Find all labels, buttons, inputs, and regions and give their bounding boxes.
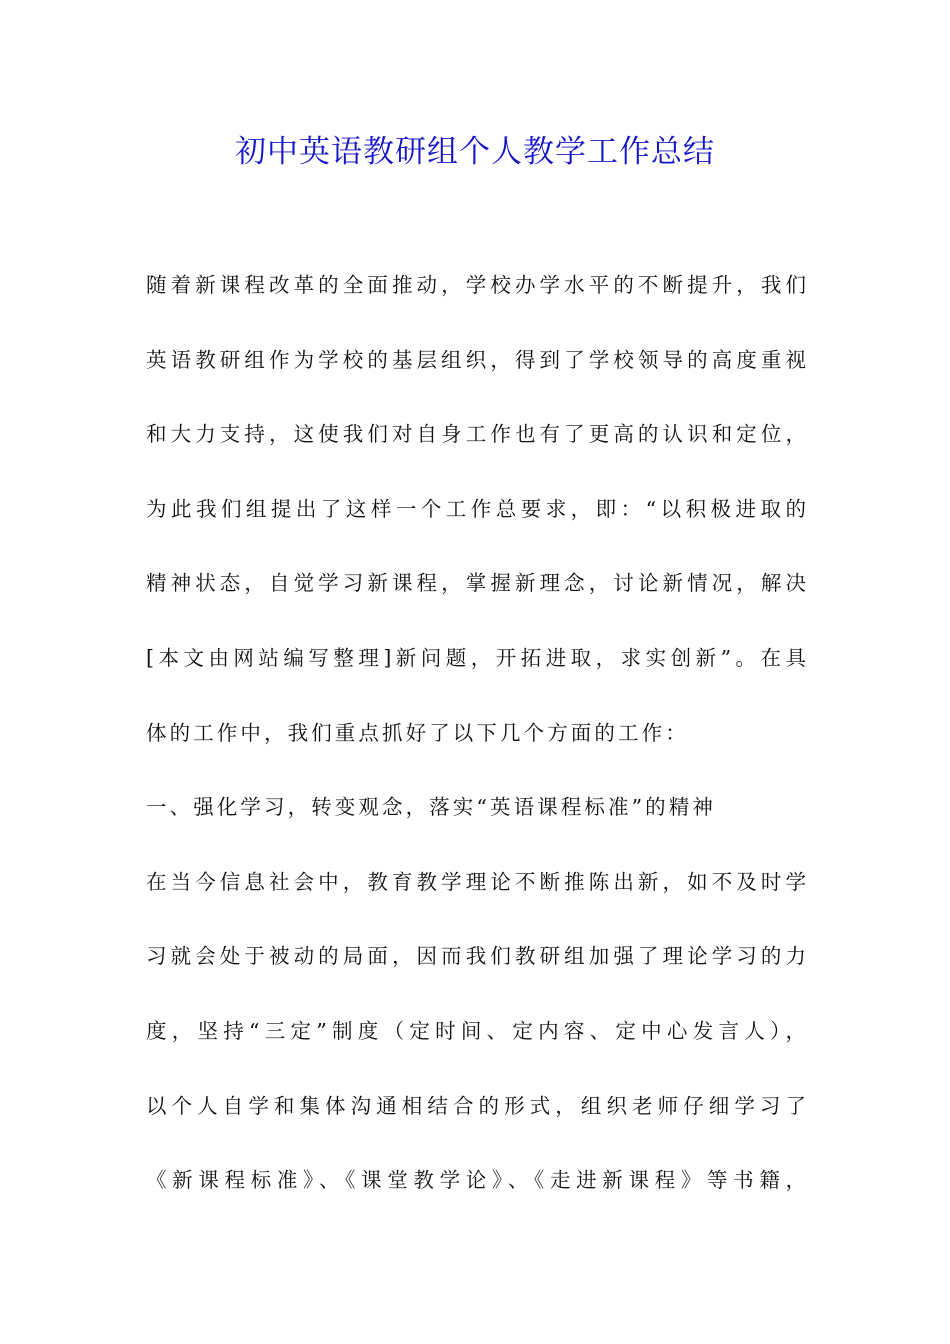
body-line: 精神状态，自觉学习新课程，掌握新理念，讨论新情况，解决 [146,571,806,596]
document-title: 初中英语教研组个人教学工作总结 [235,134,715,170]
body-line: 随着新课程改革的全面推动，学校办学水平的不断提升，我们 [146,273,806,297]
body-line: 《新课程标准》、《课堂教学论》、《走进新课程》等书籍， [146,1168,806,1193]
body-line: 为此我们组提出了这样一个工作总要求，即：“以积极进取的 [146,496,806,521]
body-line: 习就会处于被动的局面，因而我们教研组加强了理论学习的力 [146,944,806,969]
section-heading: 一、强化学习，转变观念，落实“英语课程标准”的精神 [146,795,716,820]
document-body [146,263,806,1233]
body-line: 在当今信息社会中，教育教学理论不断推陈出新，如不及时学 [146,869,806,894]
body-line: 体的工作中，我们重点抓好了以下几个方面的工作： [146,720,689,745]
body-line: 和大力支持，这使我们对自身工作也有了更高的认识和定位， [146,422,806,447]
body-line: 度，坚持“三定”制度（定时间、定内容、定中心发言人）， [146,1018,806,1043]
body-line: [本文由网站编写整理]新问题，开拓进取，求实创新”。在具 [146,645,806,670]
body-line: 英语教研组作为学校的基层组织，得到了学校领导的高度重视 [146,347,806,372]
body-line: 以个人自学和集体沟通相结合的形式，组织老师仔细学习了 [146,1093,806,1118]
